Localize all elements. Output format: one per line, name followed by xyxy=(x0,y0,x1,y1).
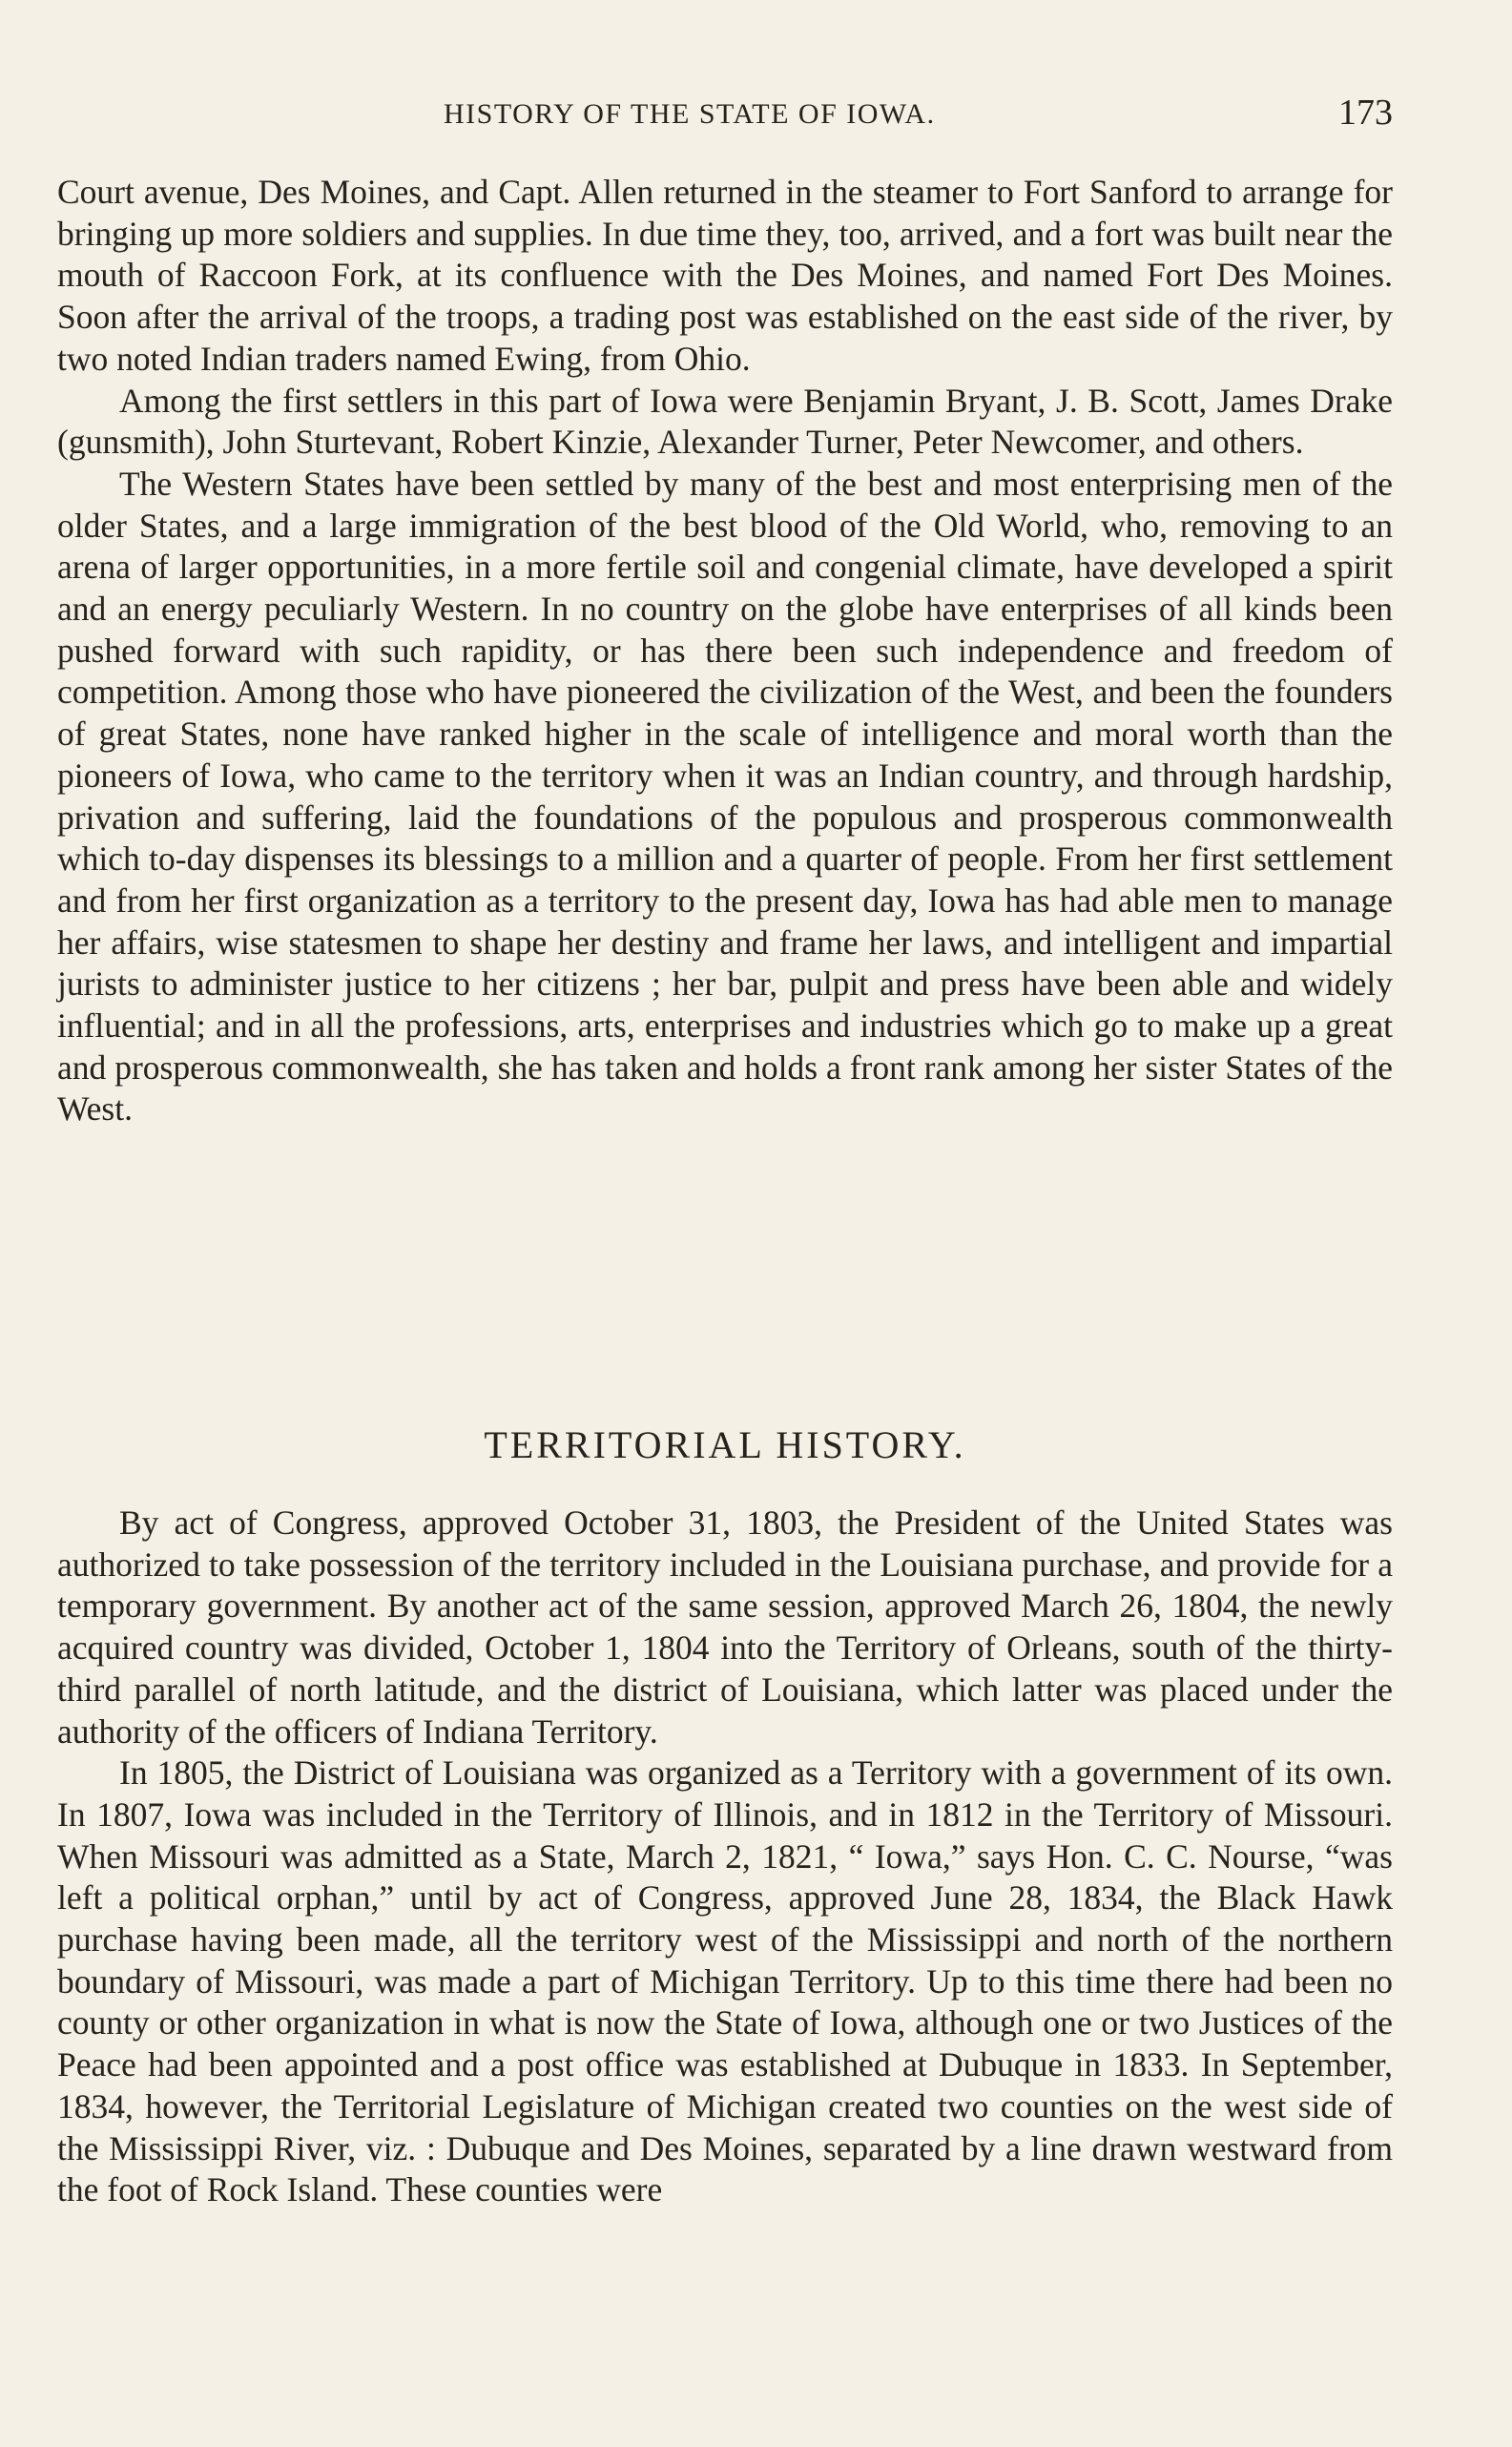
paragraph-continued: Court avenue, Des Moines, and Capt. Allen returned in the steamer to Fort Sanford to arrange for bringing up more soldiers and supplies. In due time they, too, arrived, and a fort was built near the mouth of Raccoon Fork, at its confluence with the Des Moines, and named Fort Des Moines. Soon after the arrival of the troops, a trading post was established on the east side of the river, by two noted Indian traders named Ewing, from Ohio. xyxy=(57,173,1393,378)
page-number: 173 xyxy=(1338,93,1393,133)
section-heading: TERRITORIAL HISTORY. xyxy=(484,1423,966,1466)
paragraph-western-states: The Western States have been settled by many of the best and most enterprising men of the older States, and a large immigration of the best blood of the Old World, who, removing to an arena of larger opportunities, in a more fertile soil and congenial climate, have developed a spirit and an energy peculiarly Western. In no country on the globe have enterprises of all kinds been pushed forward with such rapidity, or has there been such independence and freedom of competition. Among those who have pioneered the civilization of the West, and been the founders of great States, none have ranked higher in the scale of intelligence and moral worth than the pioneers of Iowa, who came to the territory when it was an Indian country, and through hardship, privation and suffering, laid the foundations of the populous and prosperous commonwealth which to-day dispenses its blessings to a million and a quarter of people. From her first settlement and from her first organization as a territory to the present day, Iowa has had able men to manage her affairs, wise statesmen to shape her destiny and frame her laws, and intelligent and impartial jurists to administer justice to her citizens ; her bar, pulpit and press have been able and widely influential; and in all the professions, arts, enterprises and industries which go to make up a great and prosperous commonwealth, she has taken and holds a front rank among her sister States of the West. xyxy=(57,464,1393,1129)
paragraph-district-of-louisiana: In 1805, the District of Louisiana was organized as a Territory with a government of its own. In 1807, Iowa was included in the Territory of Illinois, and in 1812 in the Territory of Missouri. When Missouri was admitted as a State, March 2, 1821, “ Iowa,” says Hon. C. C. Nourse, “was left a political orphan,” until by act of Congress, approved June 28, 1834, the Black Hawk purchase having been made, all the territory west of the Mississippi and north of the northern boundary of Missouri, was made a part of Michigan Territory. Up to this time there had been no county or other organization in what is now the State of Iowa, although one or two Justices of the Peace had been appointed and a post office was established at Dubuque in 1833. In September, 1834, however, the Territorial Legislature of Michigan created two counties on the west side of the Mississippi River, viz. : Dubuque and Des Moines, separated by a line drawn westward from the foot of Rock Island. These counties were xyxy=(57,1753,1393,2209)
body-text-after-heading xyxy=(57,1503,1393,2211)
running-head xyxy=(57,95,1393,141)
paragraph-first-settlers: Among the first settlers in this part of Iowa were Benjamin Bryant, J. B. Scott, James Drake (gunsmith), John Sturtevant, Robert Kinzie, Alexander Turner, Peter Newcomer, and others. xyxy=(57,381,1393,462)
paragraph-act-of-congress: By act of Congress, approved October 31, 1803, the President of the United States was authorized to take possession of the territory included in the Louisiana purchase, and provide for a temporary government. By another act of the same session, approved March 26, 1804, the newly acquired country was divided, October 1, 1804 into the Territory of Orleans, south of the thirty-third parallel of north latitude, and the district of Louisiana, which latter was placed under the authority of the officers of Indiana Territory. xyxy=(57,1503,1393,1751)
running-title: HISTORY OF THE STATE OF IOWA. xyxy=(444,98,936,130)
body-text-before-heading xyxy=(57,172,1393,1130)
